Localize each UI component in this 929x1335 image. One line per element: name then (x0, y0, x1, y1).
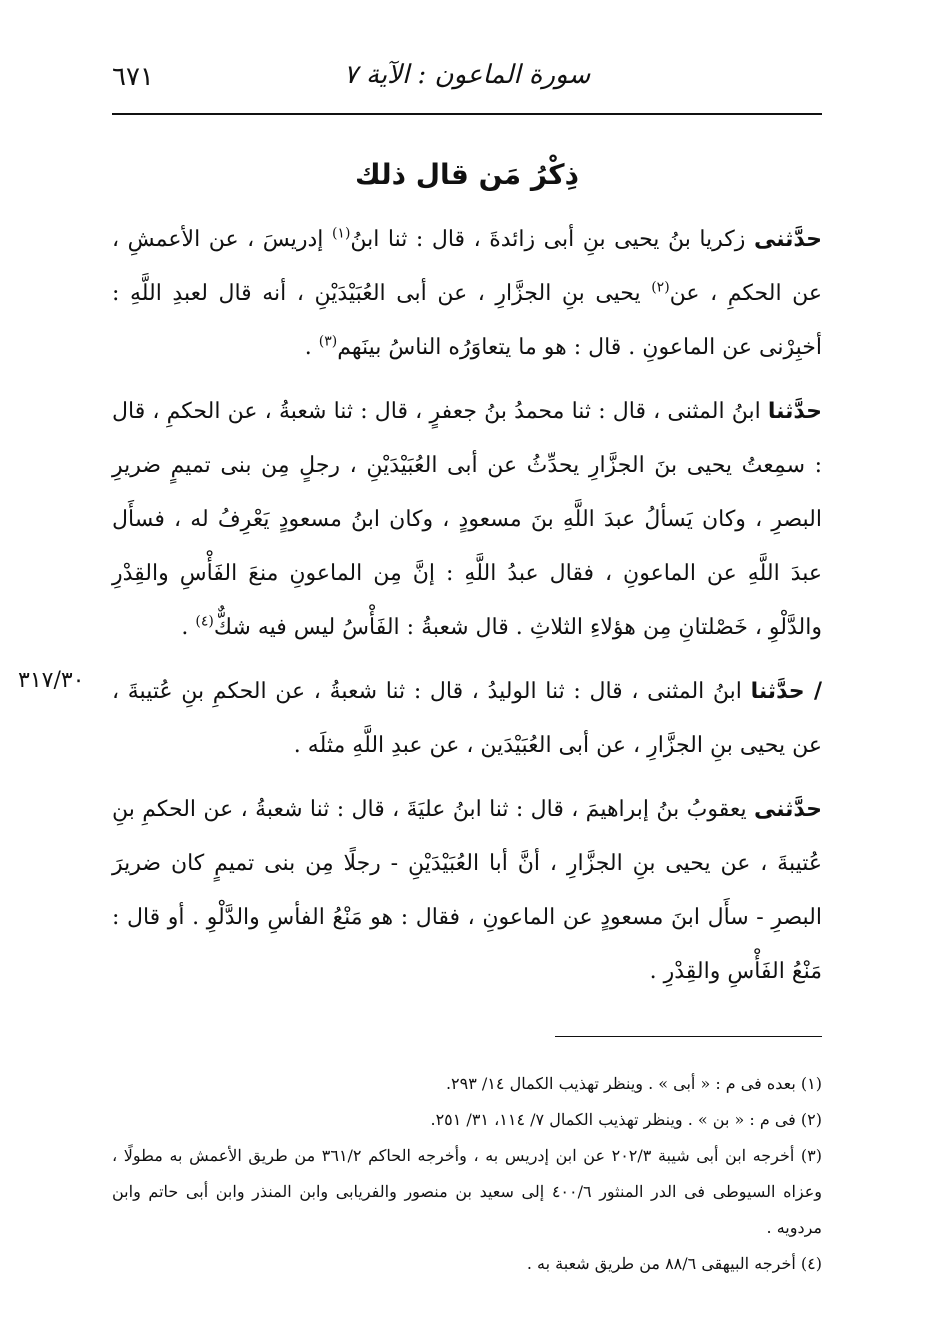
page-header (112, 60, 822, 110)
paragraph-2 (112, 385, 822, 655)
paragraph-3 (112, 665, 822, 773)
paragraph-text: ابنُ المثنى ، قال : ثنا محمدُ بنُ جعفرٍ ، قال : ثنا شعبةُ ، عن الحكمِ ، قال : سمِعتُ يحيى بنَ الجزَّارِ يحدِّثُ عن أبى العُبَيْدَيْنِ ، رجلٍ مِن بنى تميمٍ ضريرِ البصرِ ، وكان يَسألُ عبدَ اللَّهِ بنَ مسعودٍ ، وكان ابنُ مسعودٍ يَعْرِفُ له ، فسأَل عبدَ اللَّهِ عن الماعونِ ، فقال عبدُ اللَّهِ : إنَّ مِن الماعونِ منعَ الفَأْسِ والقِدْرِ والدَّلْوِ ، خَصْلتانِ مِن هؤلاءِ الثلاثِ . قال شعبةُ : الفَأْسُ ليس فيه شكٌّ (112, 399, 822, 640)
paragraph-4 (112, 783, 822, 999)
margin-volume-page-note: ٣١٧/٣٠ (18, 668, 85, 693)
paragraph-text: زكريا بنُ يحيى بنِ أبى زائدةَ ، قال : ثنا ابنُ (350, 227, 754, 252)
paragraph-lead: حدَّثنى (753, 227, 822, 252)
paragraph-text: . (304, 335, 319, 360)
paragraph-text: إدريسَ ، عن الأعمشِ ، عن الحكمِ ، عن (112, 227, 822, 306)
footnote-ref[interactable]: (٣) (318, 333, 338, 350)
paragraph-lead: / حدَّثنا (750, 679, 822, 704)
paragraph-text: . (181, 615, 196, 640)
page-number: ٦٧١ (112, 62, 154, 92)
running-title: سورة الماعون : الآية ٧ (343, 60, 591, 90)
footnote-3: (٣) أخرجه ابن أبى شيبة ٢٠٢/٣ عن ابن إدريس به ، وأخرجه الحاكم ٣٦١/٢ من طريق الأعمش به مطولًا ، وعزاه السيوطى فى الدر المنثور ٤٠٠/٦ إلى سعيد بن منصور والفريابى وابن المنذر وابن أبى حاتم وابن مردويه . (112, 1146, 823, 1237)
footnote-2: (٢) فى م : « بن » . وينظر تهذيب الكمال ٧/ ١١٤، ٣١/ ٢٥١. (430, 1110, 822, 1129)
paragraph-text: ابنُ المثنى ، قال : ثنا الوليدُ ، قال : ثنا شعبةُ ، عن الحكمِ بنِ عُتيبةَ ، عن يحيى بنِ الجزَّارِ ، عن أبى العُبَيْدَين ، عن عبدِ اللَّهِ مثلَه . (112, 679, 822, 758)
footnote-divider (555, 1036, 822, 1037)
footnote-ref[interactable]: (١) (331, 225, 351, 242)
paragraph-text: يحيى بنِ الجزَّارِ ، عن أبى العُبَيْدَيْنِ ، أنه قال لعبدِ اللَّهِ : أخبِرْنى عن الماعونِ . قال : هو ما يتعاوَرُه الناسُ بينَهم (112, 281, 822, 360)
paragraph-lead: حدَّثنى (753, 797, 822, 822)
footnote-4: (٤) أخرجه البيهقى ٨٨/٦ من طريق شعبة به . (526, 1254, 822, 1273)
header-divider (112, 113, 822, 115)
section-heading: ذِكْرُ مَن قال ذلك (355, 158, 579, 191)
paragraph-text: يعقوبُ بنُ إبراهيمَ ، قال : ثنا ابنُ عليَةَ ، قال : ثنا شعبةُ ، عن الحكمِ بنِ عُتيبةَ ، عن يحيى بنِ الجزَّارِ ، أنَّ أبا العُبَيْدَيْنِ - رجلًا مِن بنى تميمٍ كان ضريرَ البصرِ - سأَل ابنَ مسعودٍ عن الماعونِ ، فقال : هو مَنْعُ الفأسِ والدَّلْوِ . أو قال : مَنْعُ الفَأْسِ والقِدْرِ . (112, 797, 822, 984)
footnote-1: (١) بعده فى م : « أبى » . وينظر تهذيب الكمال ١٤/ ٢٩٣. (445, 1074, 822, 1093)
paragraph-lead: حدَّثنا (767, 399, 822, 424)
body-text (112, 213, 822, 1009)
footnote-ref[interactable]: (٤) (195, 613, 214, 630)
footnote-ref[interactable]: (٢) (651, 279, 670, 296)
paragraph-1 (112, 213, 822, 375)
footnotes (112, 1066, 822, 1282)
